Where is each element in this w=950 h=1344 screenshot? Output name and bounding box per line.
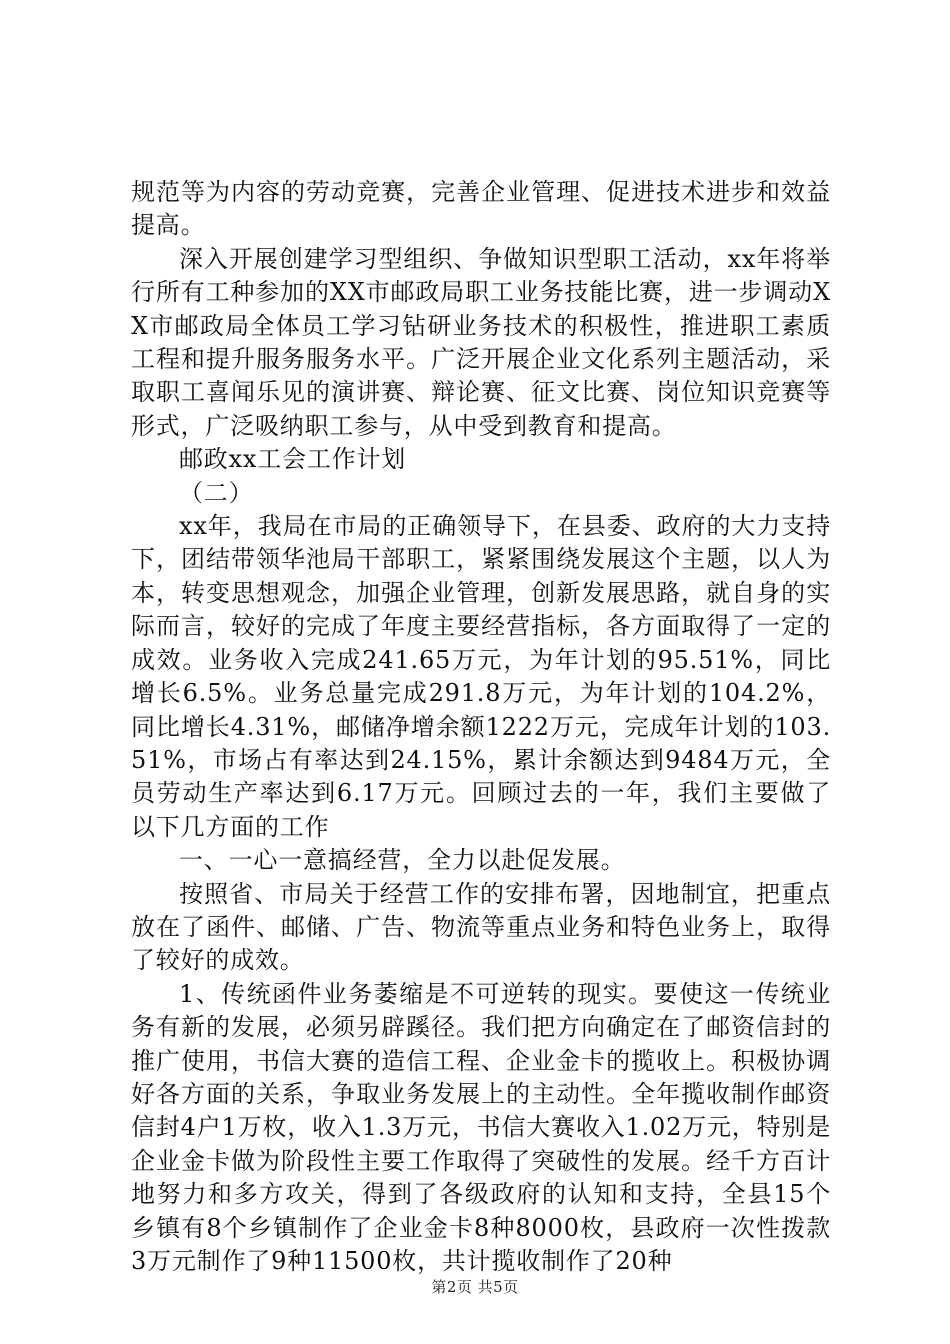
section-heading-union-plan: 邮政xx工会工作计划	[179, 445, 407, 474]
paragraph-letter-business: 1、传统函件业务萎缩是不可逆转的现实。要使这一传统业务有新的发展，必须另辟蹊径。我们把方向确定在了邮资信封的推广使用，书信大赛的造信工程、企业金卡的揽收上。积极协调好各方面的关系，争取业务发展上的主动性。全年揽收制作邮资信封4户1万枚，收入1.3万元，书信大赛收入1.02万元，特别是企业金卡做为阶段性主要工作取得了突破性的发展。经千方百计地努力和多方攻关，得到了各级政府的认知和支持，全县15个乡镇有8个乡镇制作了企业金卡8种8000枚，县政府一次性拨款3万元制作了9种11500枚，共计揽收制作了20种	[131, 979, 831, 1275]
paragraph-learning-organization: 深入开展创建学习型组织、争做知识型职工活动，xx年将举行所有工种参加的XX市邮政局职工业务技能比赛，进一步调动XX市邮政局全体员工学习钻研业务技术的积极性，推进职工素质工程和提升服务服务水平。广泛开展企业文化系列主题活动，采取职工喜闻乐见的演讲赛、辩论赛、征文比赛、岗位知识竞赛等形式，广泛吸纳职工参与，从中受到教育和提高。	[131, 244, 831, 440]
paragraph-business-focus: 按照省、市局关于经营工作的安排布署，因地制宜，把重点放在了函件、邮储、广告、物流等重点业务和特色业务上，取得了较好的成效。	[131, 879, 831, 975]
section-subheading-two: （二）	[179, 478, 254, 507]
paragraph-annual-summary: xx年，我局在市局的正确领导下，在县委、政府的大力支持下，团结带领华池局干部职工，紧紧围绕发展这个主题，以人为本，转变思想观念，加强企业管理，创新发展思路，就自身的实际而言，较好的完成了年度主要经营指标，各方面取得了一定的成效。业务收入完成241.65万元，为年计划的95.51%，同比增长6.5%。业务总量完成291.8万元，为年计划的104.2%，同比增长4.31%，邮储净增余额1222万元，完成年计划的103.51%，市场占有率达到24.15%，累计余额达到9484万元，全员劳动生产率达到6.17万元。回顾过去的一年，我们主要做了以下几方面的工作	[131, 512, 831, 841]
heading-business-development: 一、一心一意搞经营，全力以赴促发展。	[179, 846, 626, 875]
document-body	[131, 176, 831, 1278]
paragraph-continuation: 规范等为内容的劳动竞赛，完善企业管理、促进技术进步和效益提高。	[131, 178, 831, 240]
page-number-footer: 第2页 共5页	[431, 1278, 519, 1296]
